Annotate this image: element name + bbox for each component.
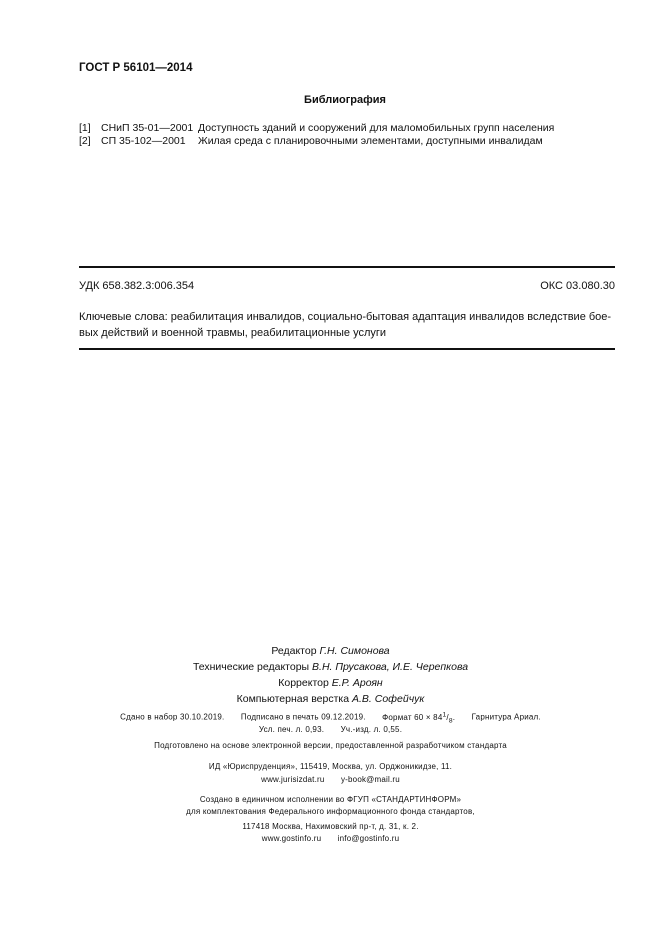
keywords (79, 309, 619, 341)
label: Компьютерная верстка (236, 693, 350, 705)
label: Корректор (278, 677, 329, 689)
bib-text: Жилая среда с планировочными элементами, доступными инвалидам (198, 135, 543, 147)
name: А.В. Софейчук (351, 693, 425, 705)
bibliography-item (79, 135, 543, 147)
publisher-email: y-book@mail.ru (340, 775, 400, 784)
label: Редактор (271, 645, 317, 657)
standartinform-contacts (0, 834, 661, 843)
format-sub: 8 (448, 717, 453, 725)
publisher-site: www.jurisizdat.ru (261, 775, 325, 784)
bib-number: [2] (79, 135, 91, 147)
print-sheets: Усл. печ. л. 0,93. (258, 725, 325, 734)
standartinform-address: 117418 Москва, Нахимовский пр-т, д. 31, к. 2. (242, 822, 419, 831)
label: Технические редакторы (192, 661, 310, 673)
publisher-sheets: Уч.-изд. л. 0,55. (340, 725, 403, 734)
name: В.Н. Прусакова, И.Е. Черепкова (312, 661, 469, 673)
divider (79, 348, 615, 350)
format: Формат $60 \times 84^1/_8$. (382, 711, 456, 725)
prepared-note: Подготовлено на основе электронной версии, предоставленной разработчиком стандарта (154, 741, 507, 750)
typeset-date: Сдано в набор 30.10.2019. (120, 712, 225, 722)
created-note: для комплектования Федерального информационного фонда стандартов, (186, 807, 475, 816)
email: info@gostinfo.ru (337, 834, 400, 843)
document-code: ГОСТ Р 56101—2014 (79, 62, 193, 74)
keywords-line: вых действий и военной травмы, реабилитационные услуги (79, 327, 387, 339)
site: www.gostinfo.ru (261, 834, 322, 843)
oks-code: ОКС 03.080.30 (540, 280, 615, 292)
bib-code: СП 35-102—2001 (101, 135, 186, 147)
bib-number: [1] (79, 122, 91, 134)
bib-text: Доступность зданий и сооружений для маломобильных групп населения (198, 122, 555, 134)
format-text: Формат 60 × 84 (382, 712, 443, 722)
name: Е.Р. Ароян (331, 677, 383, 689)
keywords-line: Ключевые слова: реабилитация инвалидов, социально-бытовая адаптация инвалидов вследствие бое- (79, 311, 612, 323)
udk-code: УДК 658.382.3:006.354 (79, 280, 195, 292)
typeface: Гарнитура Ариал. (471, 712, 541, 722)
bibliography-title: Библиография (304, 94, 386, 106)
name: Г.Н. Симонова (319, 645, 390, 657)
imprint-sheets (0, 725, 661, 734)
credit-editor (0, 645, 661, 657)
credit-layout (0, 693, 661, 705)
created-note: Создано в единичном исполнении во ФГУП «СТАНДАРТИНФОРМ» (199, 795, 462, 804)
imprint-line (0, 711, 661, 724)
publisher-address: ИД «Юриспруденция», 115419, Москва, ул. Орджоникидзе, 11. (208, 762, 453, 771)
credit-corrector (0, 677, 661, 689)
credit-tech-editors (0, 661, 661, 673)
signed-date: Подписано в печать 09.12.2019. (240, 712, 366, 722)
publisher-contacts (0, 775, 661, 784)
divider (79, 266, 615, 268)
bibliography-item (79, 122, 554, 134)
bib-code: СНиП 35-01—2001 (101, 122, 194, 134)
format-sup: 1 (442, 711, 447, 718)
